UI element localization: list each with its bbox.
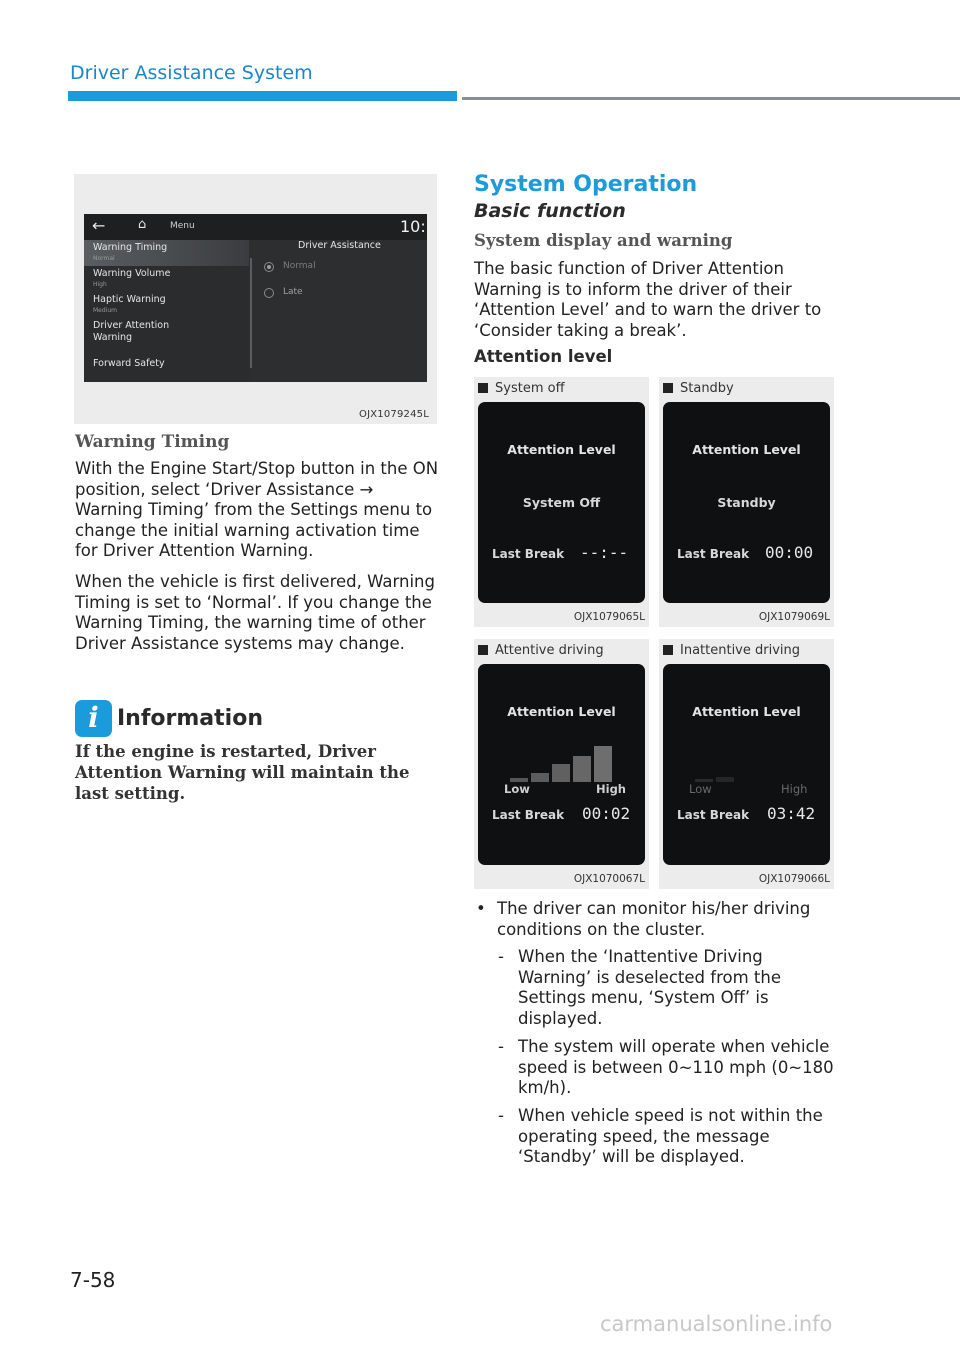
panel-label: Inattentive driving bbox=[663, 643, 800, 658]
header-accent-bar bbox=[68, 91, 457, 101]
menu-item-value: Medium bbox=[93, 307, 117, 314]
last-break-time: --:-- bbox=[580, 543, 629, 562]
scale-low-label: Low bbox=[689, 782, 712, 796]
page-number: 7-58 bbox=[70, 1268, 116, 1292]
panel-label: System off bbox=[478, 381, 565, 396]
attention-level-bars bbox=[695, 742, 805, 782]
panel-system-off bbox=[474, 377, 649, 627]
panel-attentive-driving bbox=[474, 639, 649, 889]
panel-code: OJX1079065L bbox=[573, 611, 645, 623]
panel-code: OJX1079069L bbox=[758, 611, 830, 623]
cluster-title: Attention Level bbox=[692, 704, 801, 719]
screen-menu-list bbox=[84, 240, 249, 382]
panel-code: OJX1070067L bbox=[573, 873, 645, 885]
panel-code: OJX1079066L bbox=[758, 873, 830, 885]
cluster-screen bbox=[663, 402, 830, 603]
cluster-title: Attention Level bbox=[507, 704, 616, 719]
cluster-title: Attention Level bbox=[507, 442, 616, 457]
cluster-screen bbox=[663, 664, 830, 865]
settings-screen bbox=[84, 214, 427, 382]
scale-high-label: High bbox=[596, 782, 626, 796]
dash-item-1: When the ‘Inattentive Driving Warning’ is deselected from the Settings menu, ‘System Off’ is displayed. bbox=[518, 947, 781, 1028]
settings-menu-figure bbox=[74, 174, 437, 424]
menu-item-haptic-warning bbox=[84, 292, 249, 318]
menu-item-value: High bbox=[93, 281, 107, 288]
bullet-text: The driver can monitor his/her driving conditions on the cluster. bbox=[497, 899, 811, 939]
screen-topbar bbox=[84, 214, 427, 240]
figure-code: OJX1079245L bbox=[359, 409, 429, 420]
menu-item-warning-volume bbox=[84, 266, 249, 292]
cluster-screen bbox=[478, 664, 645, 865]
last-break-time: 03:42 bbox=[767, 804, 816, 823]
attention-level-heading: Attention level bbox=[474, 347, 613, 366]
page-header-title: Driver Assistance System bbox=[70, 62, 313, 84]
cluster-title: Attention Level bbox=[692, 442, 801, 457]
menu-item-forward-safety bbox=[84, 356, 249, 382]
menu-item-warning-timing bbox=[84, 240, 249, 266]
system-operation-heading: System Operation bbox=[474, 172, 698, 197]
cluster-status: System Off bbox=[522, 495, 601, 510]
menu-item-driver-attention-warning bbox=[84, 318, 249, 352]
arrow-left-icon: ← bbox=[92, 216, 106, 235]
screen-divider bbox=[250, 258, 252, 368]
system-display-heading: System display and warning bbox=[474, 231, 733, 250]
panel-standby bbox=[659, 377, 834, 627]
dash-marker: - bbox=[498, 1106, 504, 1125]
info-icon-glyph: i bbox=[88, 701, 99, 734]
level-bar bbox=[552, 764, 570, 782]
info-icon bbox=[75, 700, 112, 737]
radio-late bbox=[264, 288, 274, 298]
cluster-screen bbox=[478, 402, 645, 603]
last-break-time: 00:00 bbox=[765, 543, 814, 562]
scale-low-label: Low bbox=[504, 782, 530, 796]
level-bar bbox=[573, 756, 591, 782]
warning-timing-heading: Warning Timing bbox=[75, 432, 230, 452]
scale-high-label: High bbox=[781, 782, 808, 796]
level-bar bbox=[594, 746, 612, 782]
last-break-time: 00:02 bbox=[582, 804, 631, 823]
bullet-marker: • bbox=[476, 899, 486, 918]
screen-panel-title: Driver Assistance bbox=[298, 240, 381, 251]
dash-item-2: The system will operate when vehicle speed is between 0~110 mph (0~180 km/h). bbox=[518, 1037, 834, 1097]
panel-label: Attentive driving bbox=[478, 643, 604, 658]
screen-menu-label: Menu bbox=[170, 221, 195, 231]
header-rule bbox=[462, 97, 960, 100]
intro-paragraph: The basic function of Driver Attention Warning is to inform the driver of their ‘Attention Level’ and to warn the driver to ‘Consider taking a break’. bbox=[474, 259, 822, 340]
warning-timing-paragraph-2: When the vehicle is first delivered, Warning Timing is set to ‘Normal’. If you change the Warning Timing, the warning time of other Driver Assistance systems may change. bbox=[75, 572, 435, 653]
panel-label: Standby bbox=[663, 381, 734, 396]
last-break-label: Last Break bbox=[677, 547, 750, 561]
cluster-status: Standby bbox=[717, 495, 776, 510]
level-bar bbox=[716, 777, 734, 782]
panel-inattentive-driving bbox=[659, 639, 834, 889]
warning-timing-paragraph-1: With the Engine Start/Stop button in the ON position, select ‘Driver Assistance → Warning Timing’ from the Settings menu to change the initial warning activation time for Driver Attention Warning. bbox=[75, 459, 439, 560]
basic-function-heading: Basic function bbox=[474, 200, 626, 222]
menu-item-title: Warning Volume bbox=[93, 268, 171, 279]
last-break-label: Last Break bbox=[677, 808, 750, 822]
last-break-label: Last Break bbox=[492, 547, 565, 561]
option-late-label: Late bbox=[283, 287, 303, 297]
home-icon: ⌂ bbox=[138, 217, 147, 232]
option-normal-label: Normal bbox=[283, 261, 316, 271]
watermark: carmanualsonline.info bbox=[600, 1312, 833, 1336]
menu-item-title: Driver Attention Warning bbox=[93, 320, 170, 343]
information-text: If the engine is restarted, Driver Attention Warning will maintain the last setting. bbox=[75, 742, 410, 803]
attention-level-bars bbox=[510, 742, 620, 782]
screen-clock: 10: bbox=[400, 217, 426, 236]
dash-marker: - bbox=[498, 947, 504, 966]
menu-item-value: Normal bbox=[93, 255, 115, 262]
dash-item-3: When vehicle speed is not within the operating speed, the message ‘Standby’ will be displayed. bbox=[518, 1106, 823, 1166]
menu-item-title: Haptic Warning bbox=[93, 294, 166, 305]
level-bar bbox=[531, 773, 549, 782]
menu-item-title: Warning Timing bbox=[93, 242, 168, 253]
last-break-label: Last Break bbox=[492, 808, 565, 822]
menu-item-title: Forward Safety bbox=[93, 358, 165, 369]
dash-marker: - bbox=[498, 1037, 504, 1056]
radio-normal bbox=[264, 262, 274, 272]
information-title: Information bbox=[117, 706, 263, 731]
